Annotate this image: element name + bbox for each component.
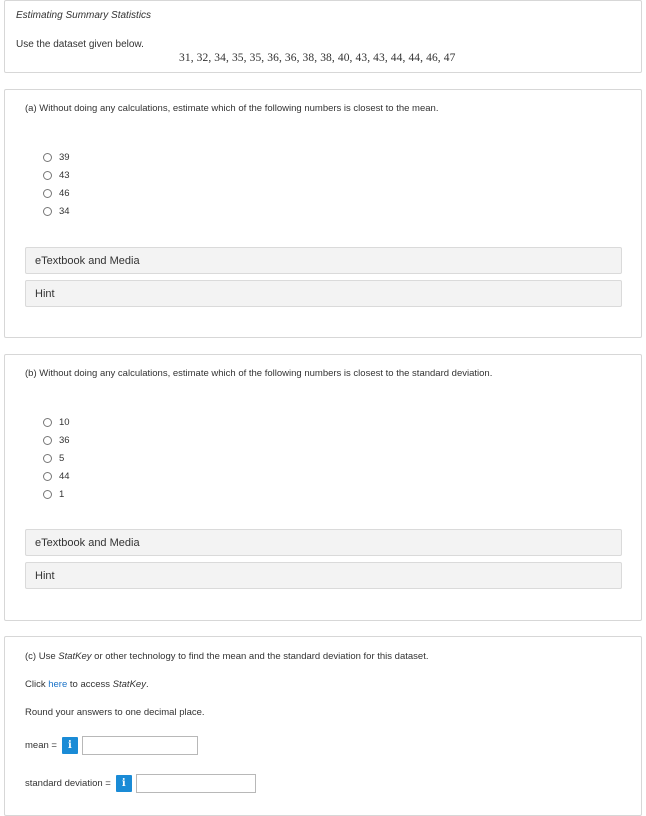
part-a-hint-button[interactable]: Hint (25, 280, 622, 307)
part-a-etextbook-button[interactable]: eTextbook and Media (25, 247, 622, 274)
part-c-card (4, 636, 642, 816)
radio-empty-icon[interactable] (43, 153, 52, 162)
radio-empty-icon[interactable] (43, 189, 52, 198)
part-c-question (25, 651, 428, 662)
part-a-question: (a) Without doing any calculations, estimate which of the following numbers is closest to the mean. (25, 103, 439, 114)
dataset-values: 31, 32, 34, 35, 35, 36, 36, 38, 38, 40, 43, 43, 44, 44, 46, 47 (179, 52, 456, 64)
part-a-option[interactable] (43, 150, 70, 164)
info-icon[interactable]: i (116, 775, 132, 792)
radio-empty-icon[interactable] (43, 171, 52, 180)
mean-input[interactable] (82, 736, 198, 755)
radio-empty-icon[interactable] (43, 490, 52, 499)
mean-row (25, 734, 198, 756)
part-b-etextbook-button[interactable]: eTextbook and Media (25, 529, 622, 556)
part-c-question-prefix: (c) Use (25, 651, 59, 662)
mean-label: mean = (25, 739, 57, 751)
option-label: 10 (59, 416, 70, 428)
sd-input[interactable] (136, 774, 256, 793)
radio-empty-icon[interactable] (43, 436, 52, 445)
statkey-link[interactable]: here (48, 679, 68, 690)
statkey-access-line (25, 679, 149, 690)
part-b-option[interactable] (43, 469, 70, 483)
option-label: 44 (59, 470, 70, 482)
dataset-instruction: Use the dataset given below. (16, 39, 144, 50)
option-label: 1 (59, 488, 65, 500)
part-c-question-suffix: or other technology to find the mean and the standard deviation for this dataset. (91, 651, 429, 662)
part-b-hint-button[interactable]: Hint (25, 562, 622, 589)
part-a-option[interactable] (43, 186, 70, 200)
radio-empty-icon[interactable] (43, 207, 52, 216)
click-prefix: Click (25, 679, 49, 690)
option-label: 36 (59, 434, 70, 446)
radio-empty-icon[interactable] (43, 472, 52, 481)
rounding-instruction: Round your answers to one decimal place. (25, 707, 205, 718)
option-label: 34 (59, 205, 70, 217)
radio-empty-icon[interactable] (43, 454, 52, 463)
click-middle: to access (67, 679, 113, 690)
part-b-option[interactable] (43, 451, 64, 465)
option-label: 43 (59, 169, 70, 181)
option-label: 5 (59, 452, 65, 464)
part-a-option[interactable] (43, 168, 70, 182)
part-b-option[interactable] (43, 433, 70, 447)
intro-card (4, 0, 642, 73)
part-b-option[interactable] (43, 415, 70, 429)
statkey-name: StatKey (58, 651, 92, 662)
radio-empty-icon[interactable] (43, 418, 52, 427)
part-b-option[interactable] (43, 487, 64, 501)
part-a-option[interactable] (43, 204, 70, 218)
part-b-card (4, 354, 642, 621)
statkey-name: StatKey (112, 679, 146, 690)
part-a-card (4, 89, 642, 338)
info-icon[interactable]: i (62, 737, 78, 754)
problem-title: Estimating Summary Statistics (16, 10, 152, 21)
option-label: 46 (59, 187, 70, 199)
option-label: 39 (59, 151, 70, 163)
sd-row (25, 772, 256, 794)
part-b-question: (b) Without doing any calculations, estimate which of the following numbers is closest to the standard deviation. (25, 368, 493, 379)
sd-label: standard deviation = (25, 777, 111, 789)
click-suffix: . (145, 679, 149, 690)
